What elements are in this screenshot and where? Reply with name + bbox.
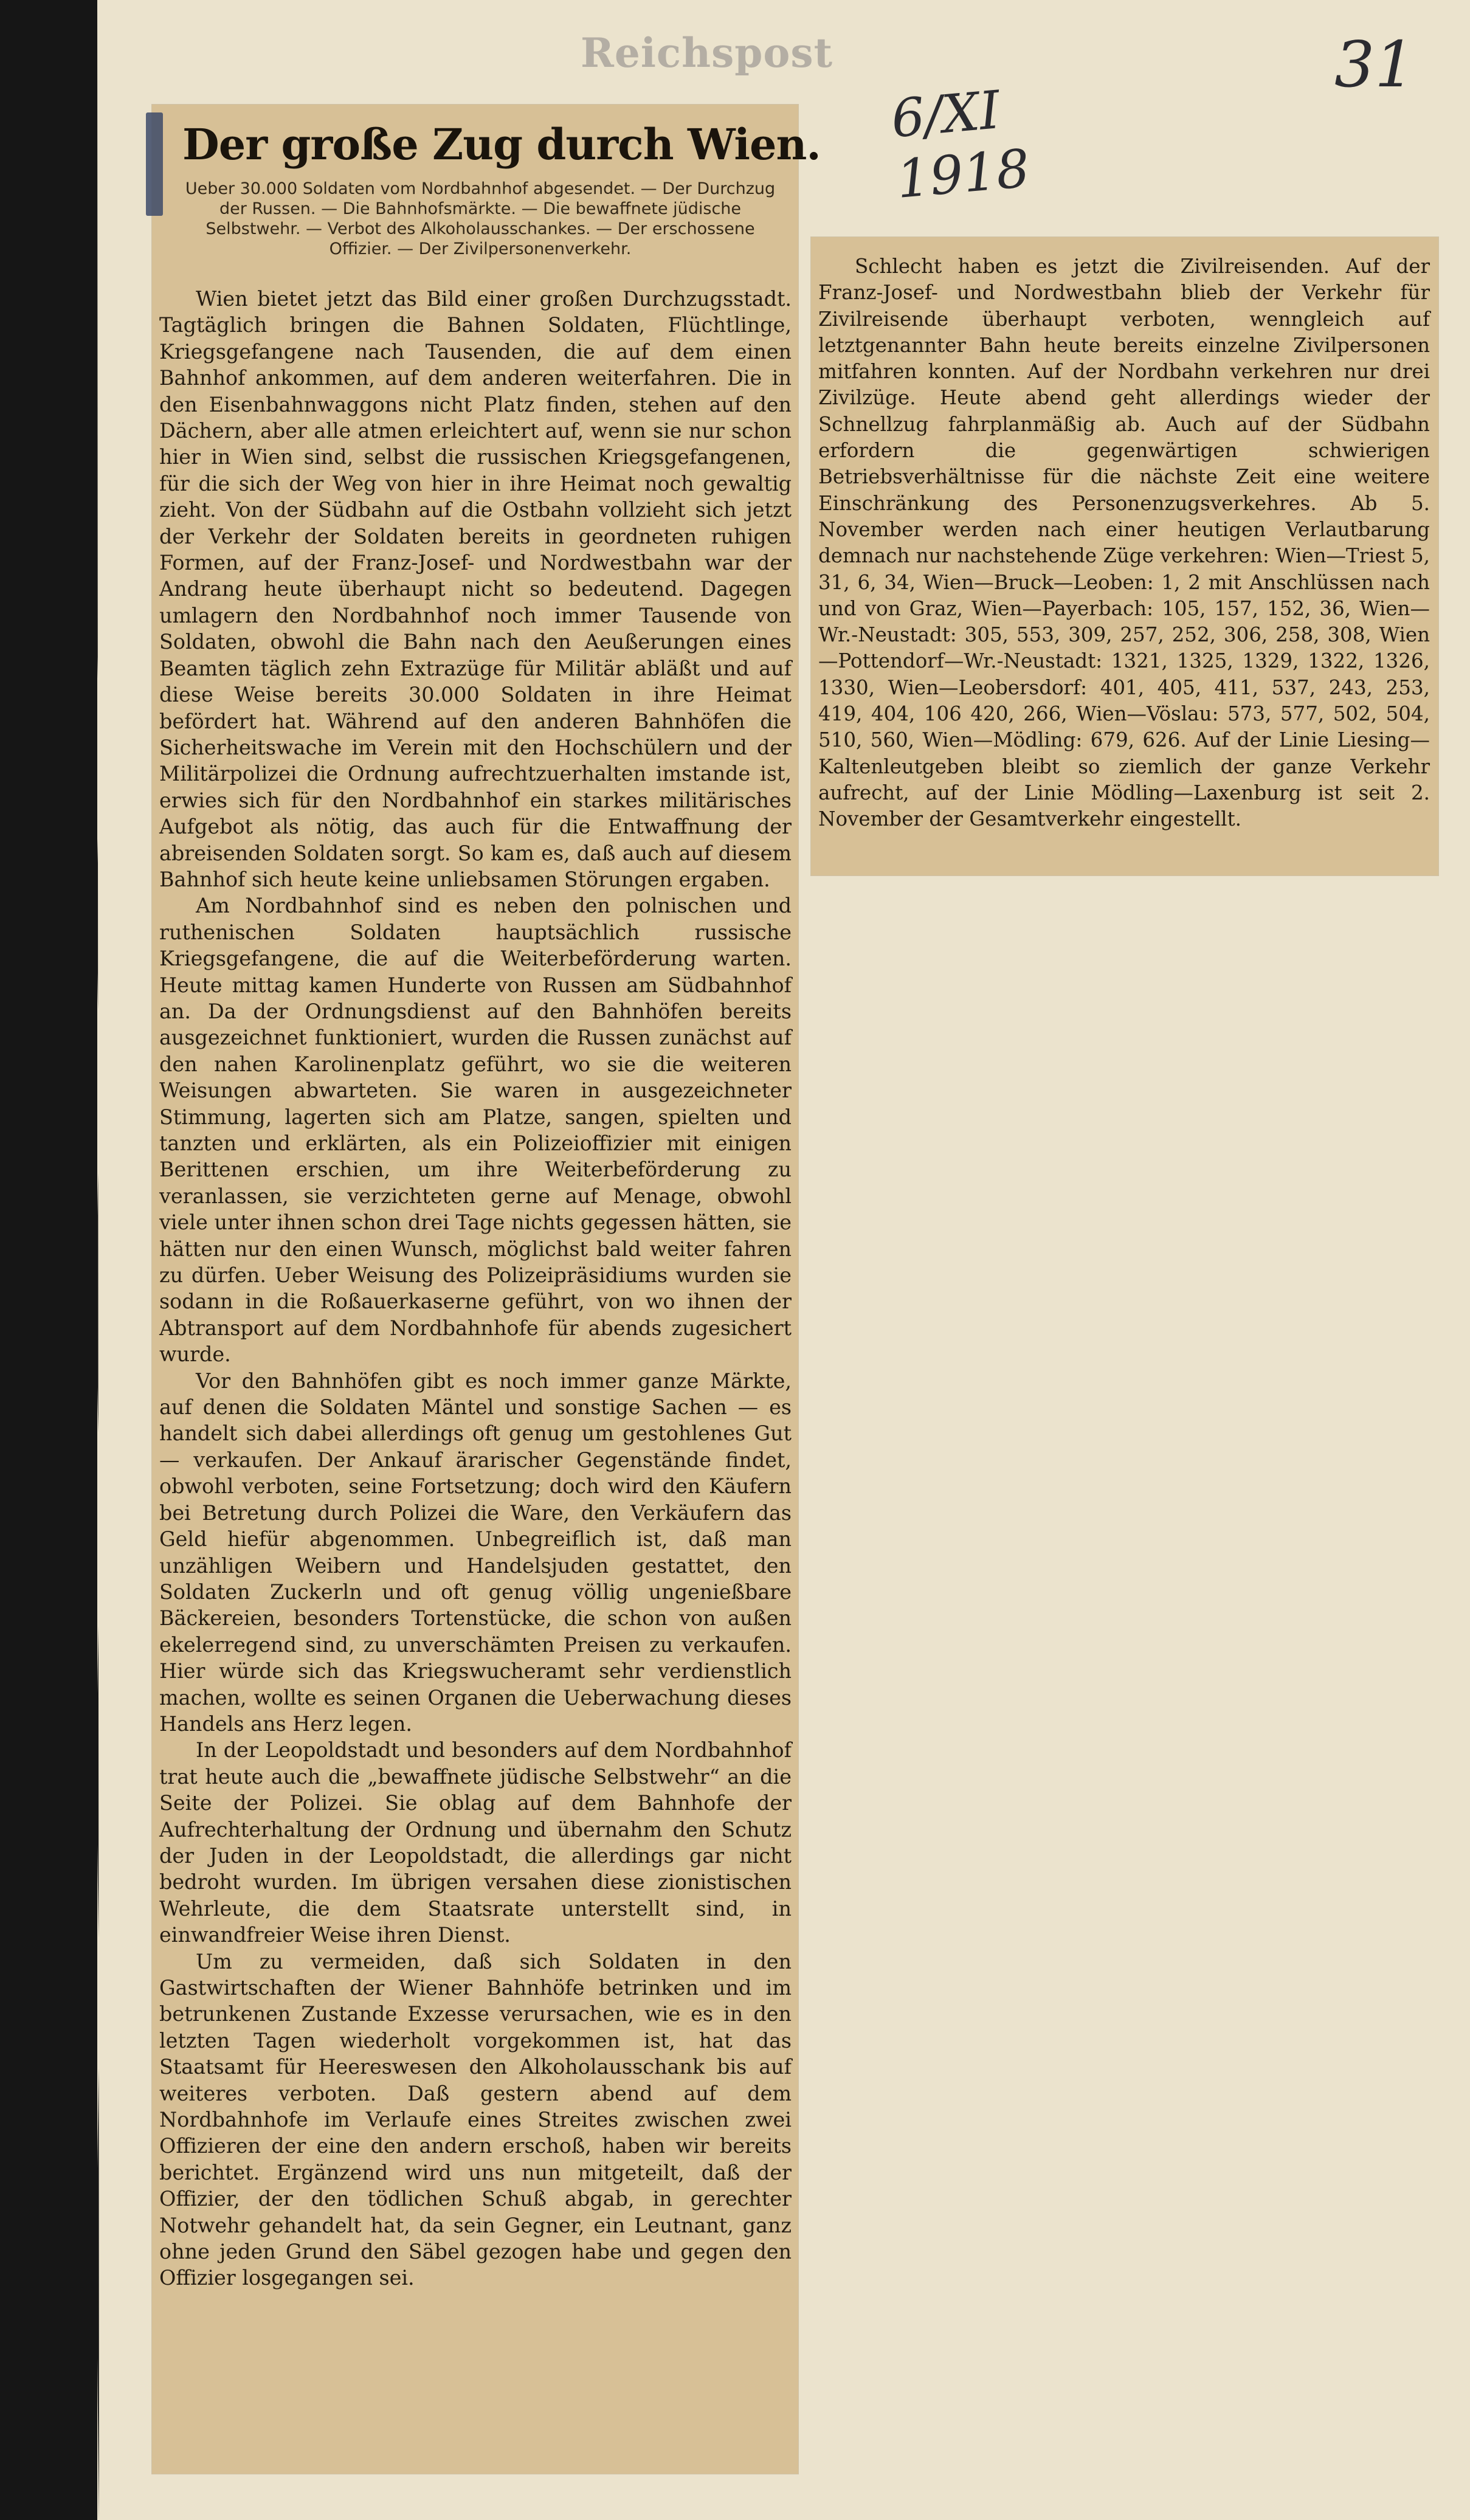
article-body-left — [159, 286, 792, 2291]
article-paragraph: Schlecht haben es jetzt die Zivilreisenden. Auf der Franz-Josef- und Nordwestbahn blieb der Verkehr für Zivilreisende überhaupt verboten, wenngleich auf letztgenannter Bahn heute bereits einzelne Zivilpersonen mitfahren konnten. Auf der Nordbahn verkehren nur drei Zivilzüge. Heute abend geht allerdings wieder der Schnellzug fahrplanmäßig ab. Auch auf der Südbahn erfordern die gegenwärtigen schwierigen Betriebsverhältnisse für die nächste Zeit eine weitere Einschränkung des Personenzugsverkehres. Ab 5. November werden nach einer heutigen Verlautbarung demnach nur nachstehende Züge verkehren: Wien—Triest 5, 31, 6, 34, Wien—Bruck—Leoben: 1, 2 mit Anschlüssen nach und von Graz, Wien—Payerbach: 105, 157, 152, 36, Wien—Wr.-Neustadt: 305, 553, 309, 257, 252, 306, 258, 308, Wien—Pottendorf—Wr.-Neustadt: 1321, 1325, 1329, 1322, 1326, 1330, Wien—Leobersdorf: 401, 405, 411, 537, 243, 253, 419, 404, 106 420, 266, Wien—Vöslau: 573, 577, 502, 504, 510, 560, Wien—Mödling: 679, 626. Auf der Linie Liesing—Kaltenleutgeben bleibt so ziemlich der ganze Verkehr aufrecht, auf der Linie Mödling—Laxenburg ist seit 2. November der Gesamtverkehr eingestellt. — [818, 255, 1430, 831]
handwritten-date: 6/XI 1918 — [889, 80, 1032, 210]
article-body-right — [818, 254, 1430, 833]
article-paragraph: Am Nordbahnhof sind es neben den polnischen und ruthenischen Soldaten hauptsächlich russische Kriegsgefangene, die auf die Weiterbeförderung warten. Heute mittag kamen Hunderte von Russen am Südbahnhof an. Da der Ordnungsdienst auf den Bahnhöfen bereits ausgezeichnet funktioniert, wurden die Russen zunächst auf den nahen Karolinenplatz geführt, wo sie die weiteren Weisungen abwarteten. Sie waren in ausgezeichneter Stimmung, lagerten sich am Platze, sangen, spielten und tanzten und erklärten, als ein Polizeioffizier mit einigen Berittenen erschien, um ihre Weiterbeförderung zu veranlassen, sie verzichteten gerne auf Menage, obwohl viele unter ihnen schon drei Tage nichts gegessen hätten, sie hätten nur den einen Wunsch, möglichst bald weiter fahren zu dürfen. Ueber Weisung des Polizeipräsidiums wurden sie sodann in die Roßauerkaserne geführt, von wo ihnen der Abtransport auf dem Nordbahnhofe für abends zugesichert wurde. — [159, 894, 792, 1367]
handwritten-page-number: 31 — [1334, 27, 1415, 102]
article-subheadline: Ueber 30.000 Soldaten vom Nordbahnhof abgesendet. — Der Durchzug der Russen. — Die Bahnhofsmärkte. — Die bewaffnete jüdische Selbstwehr. — Verbot des Alkoholausschankes. — Der erschossene Offizier. — Der Zivilpersonenverkehr. — [185, 179, 776, 258]
article-paragraph: Vor den Bahnhöfen gibt es noch immer ganze Märkte, auf denen die Soldaten Mäntel und sonstige Sachen — es handelt sich dabei allerdings oft genug um gestohlenes Gut — verkaufen. Der Ankauf ärarischer Gegenstände findet, obwohl verboten, seine Fortsetzung; doch wird den Käufern bei Betretung durch Polizei die Ware, den Verkäufern das Geld hiefür abgenommen. Unbegreiflich ist, daß man unzähligen Weibern und Handelsjuden gestattet, den Soldaten Zuckerln und oft genug völlig ungenießbare Bäckereien, besonders Tortenstücke, die schon von außen ekelerregend sind, zu unverschämten Preisen zu verkaufen. Hier würde sich das Kriegswucheramt sehr verdienstlich machen, wollte es seinen Organen die Ueberwachung dieses Handels ans Herz legen. — [159, 1369, 792, 1736]
article-paragraph: In der Leopoldstadt und besonders auf dem Nordbahnhof trat heute auch die „bewaffnete jüdische Selbstwehr“ an die Seite der Polizei. Sie oblag auf dem Bahnhofe der Aufrechterhaltung der Ordnung und übernahm den Schutz der Juden in der Leopoldstadt, die allerdings gar nicht bedroht wurden. Im übrigen versahen diese zionistischen Wehrleute, die dem Staatsrate unterstellt sind, in einwandfreier Weise ihren Dienst. — [159, 1738, 792, 1947]
newspaper-stamp: Reichspost — [581, 29, 833, 77]
article-headline: Der große Zug durch Wien. — [182, 119, 821, 170]
article-paragraph: Um zu vermeiden, daß sich Soldaten in den Gastwirtschaften der Wiener Bahnhöfe betrinken und im betrunkenen Zustande Exzesse verursachen, wie es in den letzten Tagen wiederholt vorgekommen ist, hat das Staatsamt für Heereswesen den Alkoholausschank bis auf weiteres verboten. Daß gestern abend auf dem Nordbahnhofe im Verlaufe eines Streites zwischen zwei Offizieren der eine den andern erschoß, haben wir bereits berichtet. Ergänzend wird uns nun mitgeteilt, daß der Offizier, der den tödlichen Schuß abgab, in gerechter Notwehr gehandelt hat, da sein Gegner, ein Leutnant, ganz ohne jeden Grund den Säbel gezogen habe und gegen den Offizier losgegangen sei. — [159, 1949, 792, 2290]
article-paragraph: Wien bietet jetzt das Bild einer großen Durchzugsstadt. Tagtäglich bringen die Bahnen Soldaten, Flüchtlinge, Kriegsgefangene nach Tausenden, die auf dem einen Bahnhof ankommen, auf dem anderen weiterfahren. Die in den Eisenbahnwaggons nicht Platz finden, stehen auf den Dächern, aber alle atmen erleichtert auf, wenn sie nur schon hier in Wien sind, selbst die russischen Kriegsgefangenen, für die sich der Weg von hier in ihre Heimat noch gewaltig zieht. Von der Südbahn auf die Ostbahn vollzieht sich jetzt der Verkehr der Soldaten bereits in geordneten ruhigen Formen, auf der Franz-Josef- und Nordwestbahn war der Andrang heute überhaupt nicht so bedeutend. Dagegen umlagern den Nordbahnhof noch immer Tausende von Soldaten, obwohl die Bahn nach den Aeußerungen eines Beamten täglich zehn Extrazüge für Militär abläßt und auf diese Weise bereits 30.000 Soldaten in ihre Heimat befördert hat. Während auf den anderen Bahnhöfen die Sicherheitswache im Verein mit den Hochschülern und der Militärpolizei die Ordnung aufrechtzuerhalten imstande ist, erwies sich für den Nordbahnhof ein starkes militärisches Aufgebot als nötig, das auch für die Entwaffnung der abreisenden Soldaten sorgt. So kam es, daß auch auf diesem Bahnhof sich heute keine unliebsamen Störungen ergaben. — [159, 287, 792, 891]
blue-pencil-mark — [146, 112, 163, 216]
